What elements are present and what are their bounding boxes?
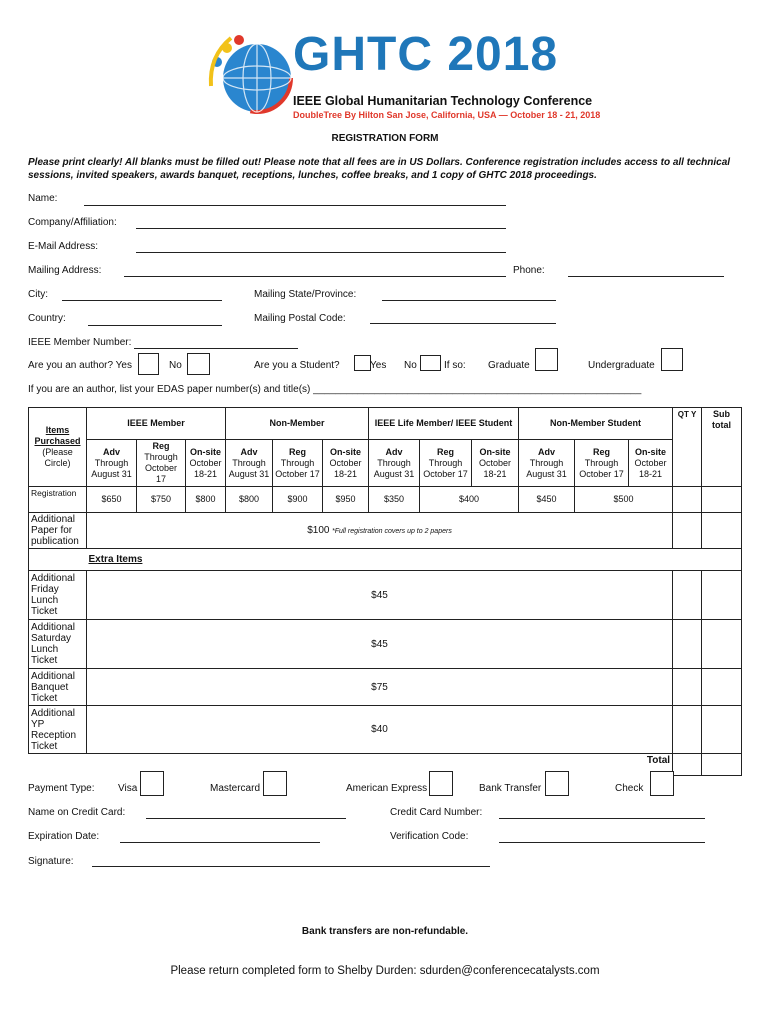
name-on-card-field[interactable] (146, 818, 346, 819)
qty-cell[interactable] (673, 571, 702, 620)
extra-item-price[interactable]: $45 (87, 571, 673, 620)
amex-label: American Express (346, 783, 428, 794)
email-label: E-Mail Address: (28, 241, 99, 252)
ieee-number-label: IEEE Member Number: (28, 337, 132, 348)
return-note: Please return completed form to Shelby Durden: sdurden@conferencecatalysts.com (170, 965, 600, 977)
verification-field[interactable] (499, 842, 705, 843)
visa-label: Visa (118, 783, 138, 794)
qty-cell[interactable] (673, 706, 702, 754)
additional-paper-price: $100 (307, 524, 330, 536)
graduate-label: Graduate (488, 360, 530, 371)
globe-icon (205, 26, 295, 122)
if-so-label: If so: (444, 360, 466, 371)
extra-items-spacer (29, 549, 87, 571)
expiration-label: Expiration Date: (28, 831, 100, 842)
bank-transfer-label: Bank Transfer (479, 783, 542, 794)
group-life-student: IEEE Life Member/ IEEE Student (369, 408, 519, 440)
country-label: Country: (28, 313, 66, 324)
city-label: City: (28, 289, 48, 300)
col-header: On-site October 18-21 (323, 440, 369, 487)
price-cell[interactable]: $450 (519, 487, 575, 513)
student-no-label: No (404, 360, 417, 371)
subtotal-header: Sub total (702, 408, 742, 487)
extra-item-price[interactable]: $45 (87, 620, 673, 669)
name-label: Name: (28, 193, 58, 204)
subtotal-cell[interactable] (702, 571, 742, 620)
undergraduate-label: Undergraduate (588, 360, 655, 371)
amex-checkbox[interactable] (429, 771, 453, 796)
conference-logo (205, 26, 295, 122)
price-cell[interactable]: $400 (420, 487, 519, 513)
author-no-label: No (169, 360, 182, 371)
company-field[interactable] (136, 228, 506, 229)
group-ieee-member: IEEE Member (87, 408, 226, 440)
price-cell[interactable]: $350 (369, 487, 420, 513)
state-label: Mailing State/Province: (254, 289, 357, 300)
city-field[interactable] (62, 300, 222, 301)
author-no-checkbox[interactable] (187, 353, 210, 375)
expiration-field[interactable] (120, 842, 320, 843)
postal-label: Mailing Postal Code: (254, 313, 346, 324)
student-yes-label: Yes (370, 360, 387, 371)
extra-item-label: Additional Friday Lunch Ticket (29, 571, 87, 620)
verification-label: Verification Code: (390, 831, 469, 842)
ieee-number-field[interactable] (134, 348, 298, 349)
country-field[interactable] (88, 325, 222, 326)
subtotal-cell[interactable] (702, 669, 742, 706)
qty-cell[interactable] (673, 669, 702, 706)
price-cell[interactable]: $950 (323, 487, 369, 513)
col-header: Adv Through August 31 (369, 440, 420, 487)
group-non-member: Non-Member (226, 408, 369, 440)
author-question: Are you an author? Yes (28, 360, 132, 371)
subtotal-cell[interactable] (702, 706, 742, 754)
bank-transfer-checkbox[interactable] (545, 771, 569, 796)
registration-label: Registration (29, 487, 87, 513)
signature-label: Signature: (28, 856, 74, 867)
mastercard-checkbox[interactable] (263, 771, 287, 796)
total-cell[interactable] (702, 754, 742, 776)
additional-paper-price-cell[interactable] (87, 513, 673, 549)
qty-header: QT Y (673, 408, 702, 487)
pricing-table (28, 407, 742, 776)
qty-cell[interactable] (673, 513, 702, 549)
qty-cell[interactable] (673, 487, 702, 513)
visa-checkbox[interactable] (140, 771, 164, 796)
col-header: Adv Through August 31 (87, 440, 137, 487)
col-header: Reg Through October 17 (273, 440, 323, 487)
col-header: Reg Through October 17 (575, 440, 629, 487)
extra-items-header: Extra Items (87, 549, 742, 571)
postal-field[interactable] (370, 323, 556, 324)
subtotal-cell[interactable] (702, 620, 742, 669)
graduate-checkbox[interactable] (535, 348, 558, 371)
student-yes-checkbox[interactable] (354, 355, 371, 371)
price-cell[interactable]: $900 (273, 487, 323, 513)
name-on-card-label: Name on Credit Card: (28, 807, 126, 818)
company-label: Company/Affiliation: (28, 217, 117, 228)
logo-venue: DoubleTree By Hilton San Jose, California, USA — October 18 - 21, 2018 (293, 110, 601, 120)
extra-item-label: Additional Banquet Ticket (29, 669, 87, 706)
additional-paper-label: Additional Paper for publication (29, 513, 87, 549)
price-cell[interactable]: $800 (186, 487, 226, 513)
student-no-checkbox[interactable] (420, 355, 441, 371)
logo-title: GHTC 2018 (293, 28, 559, 81)
extra-item-label: Additional YP Reception Ticket (29, 706, 87, 754)
price-cell[interactable]: $750 (137, 487, 186, 513)
additional-paper-note: *Full registration covers up to 2 papers (331, 527, 452, 535)
extra-item-label: Additional Saturday Lunch Ticket (29, 620, 87, 669)
card-number-field[interactable] (499, 818, 705, 819)
state-field[interactable] (382, 300, 556, 301)
check-label: Check (615, 783, 644, 794)
edas-label: If you are an author, list your EDAS paper number(s) and title(s) ___________________________________________________________ (28, 384, 642, 395)
email-field[interactable] (136, 252, 506, 253)
col-header: On-site October 18-21 (629, 440, 673, 487)
col-header: Reg Through October 17 (420, 440, 472, 487)
items-header-cell (29, 408, 87, 487)
col-header: Reg Through October 17 (137, 440, 186, 487)
col-header: On-site October 18-21 (186, 440, 226, 487)
student-question: Are you a Student? (254, 360, 340, 371)
col-header: On-site October 18-21 (472, 440, 519, 487)
bank-transfer-note: Bank transfers are non-refundable. (301, 926, 469, 937)
name-field[interactable] (84, 205, 506, 206)
total-label: Total (29, 754, 673, 776)
check-checkbox[interactable] (650, 771, 674, 796)
price-cell[interactable]: $650 (87, 487, 137, 513)
intro-text: Please print clearly! All blanks must be filled out! Please note that all fees are in US Dollars. Conference registration includes access to all technical sessions, invited speakers, awards banquet, receptions, lunches, coffee breaks, and 1 copy of GHTC 2018 proceedings. (28, 157, 731, 181)
items-header: Items Purchased (34, 425, 81, 446)
undergraduate-checkbox[interactable] (661, 348, 683, 371)
phone-label: Phone: (513, 265, 545, 276)
phone-field[interactable] (568, 276, 724, 277)
card-number-label: Credit Card Number: (390, 807, 483, 818)
payment-type-label: Payment Type: (28, 783, 95, 794)
mailing-address-label: Mailing Address: (28, 265, 102, 276)
subtotal-cell[interactable] (702, 513, 742, 549)
extra-item-price[interactable]: $40 (87, 706, 673, 754)
group-non-member-student: Non-Member Student (519, 408, 673, 440)
total-qty-cell[interactable] (673, 754, 702, 776)
logo-subtitle: IEEE Global Humanitarian Technology Conference (293, 94, 593, 108)
author-yes-checkbox[interactable] (138, 353, 159, 375)
signature-field[interactable] (92, 866, 490, 867)
price-cell[interactable]: $800 (226, 487, 273, 513)
col-header: Adv Through August 31 (226, 440, 273, 487)
extra-item-price[interactable]: $75 (87, 669, 673, 706)
qty-cell[interactable] (673, 620, 702, 669)
mailing-address-field[interactable] (124, 276, 506, 277)
col-header: Adv Through August 31 (519, 440, 575, 487)
price-cell[interactable]: $500 (575, 487, 673, 513)
subtotal-cell[interactable] (702, 487, 742, 513)
items-subheader: (Please Circle) (42, 447, 73, 468)
mastercard-label: Mastercard (210, 783, 261, 794)
form-title: REGISTRATION FORM (331, 133, 439, 144)
